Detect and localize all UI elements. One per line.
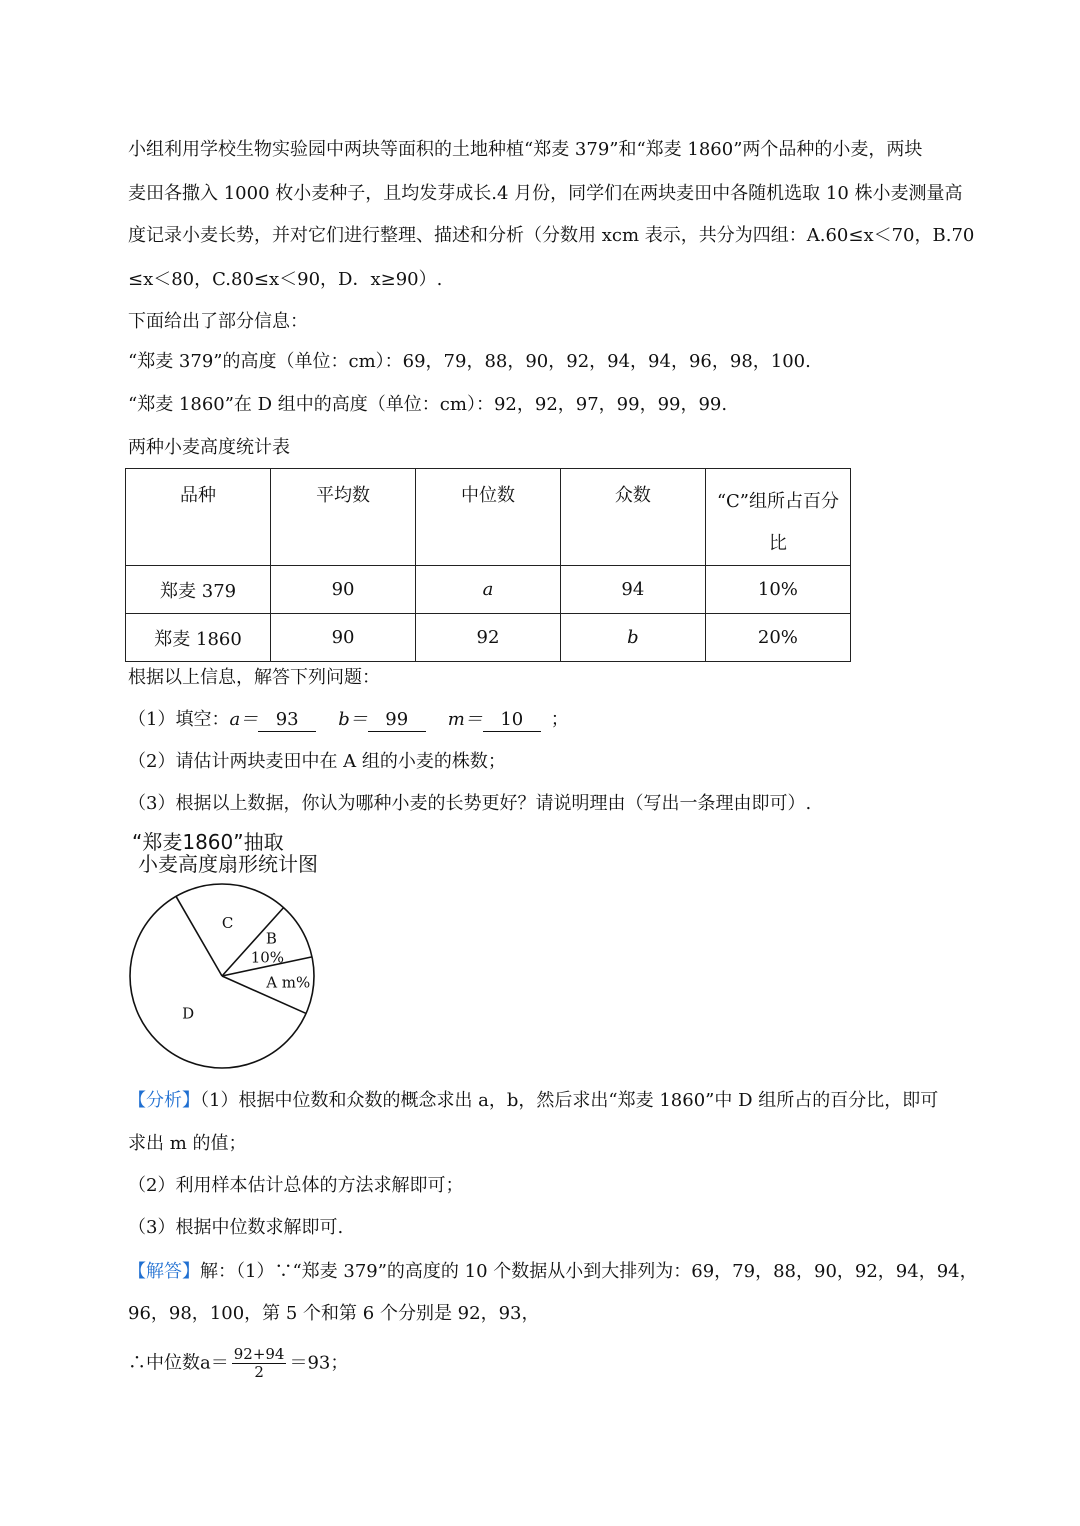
cell-median — [416, 566, 561, 614]
cell-mode-value: b — [627, 627, 639, 648]
median-equation — [128, 1346, 348, 1381]
pie-label-d: D — [182, 1004, 195, 1023]
table-row — [126, 566, 851, 614]
intro-line-3: 度记录小麦长势，并对它们进行整理、描述和分析（分数用 xcm 表示，共分为四组：A.60≤x＜70，B.70 — [128, 225, 975, 246]
cell-mean: 90 — [271, 566, 416, 614]
info-header: 下面给出了部分信息： — [128, 311, 308, 332]
pie-slice-d — [182, 1005, 194, 1023]
header-c-percent — [705, 469, 850, 566]
q1-a-label: a＝ — [229, 709, 259, 730]
cell-c-percent: 10% — [705, 566, 850, 614]
analysis-line-1 — [128, 1089, 938, 1113]
header-c-percent-line1: “C”组所占百分 — [716, 491, 839, 512]
pie-slice-a — [265, 974, 310, 992]
q1-m-answer: 10 — [483, 709, 541, 732]
header-variety: 品种 — [126, 469, 271, 566]
analysis-line-3: （2）利用样本估计总体的方法求解即可； — [128, 1175, 464, 1196]
pie-slice-c — [222, 914, 233, 932]
question-3: （3）根据以上数据，你认为哪种小麦的长势更好？请说明理由（写出一条理由即可）. — [128, 793, 812, 814]
header-median: 中位数 — [416, 469, 561, 566]
q1-m-label: m＝ — [447, 709, 483, 730]
pie-label-a: A m% — [266, 973, 311, 992]
cell-variety: 郑麦 1860 — [126, 614, 271, 662]
table-row — [126, 614, 851, 662]
analysis-line-2: 求出 m 的值； — [128, 1133, 247, 1154]
header-mode: 众数 — [560, 469, 705, 566]
cell-mode — [560, 614, 705, 662]
question-2: （2）请估计两块麦田中在 A 组的小麦的株数； — [128, 751, 506, 772]
analysis-tag: 【分析】 — [128, 1090, 200, 1111]
pie-label-c: C — [221, 913, 234, 932]
cell-mode: 94 — [560, 566, 705, 614]
median-fraction — [232, 1346, 287, 1381]
cell-c-percent: 20% — [705, 614, 850, 662]
cell-variety: 郑麦 379 — [126, 566, 271, 614]
header-mean: 平均数 — [271, 469, 416, 566]
q1-prefix: （1）填空： — [128, 709, 230, 730]
solution-text-1: 解：（1）∵“郑麦 379”的高度的 10 个数据从小到大排列为：69，79，88，90，92，94，94， — [200, 1261, 978, 1282]
intro-line-4: ≤x＜80，C.80≤x＜90，D．x≥90）. — [128, 269, 443, 290]
header-c-percent-line2: 比 — [768, 533, 787, 554]
q1-a-answer: 93 — [258, 709, 316, 732]
table-header-row — [126, 469, 851, 566]
fraction-numerator: 92+94 — [233, 1345, 285, 1363]
questions-lead: 根据以上信息，解答下列问题： — [128, 667, 380, 688]
analysis-text-1: （1）根据中位数和众数的概念求出 a，b，然后求出“郑麦 1860”中 D 组所占的百分比，即可 — [200, 1090, 939, 1111]
solution-line-1 — [128, 1260, 978, 1284]
median-prefix: ∴中位数a＝ — [128, 1352, 229, 1374]
cell-median-value: a — [482, 579, 494, 600]
intro-line-1: 小组利用学校生物实验园中两块等面积的土地种植“郑麦 379”和“郑麦 1860”两个品种的小麦，两块 — [128, 139, 923, 160]
pie-title-line-2: 小麦高度扇形统计图 — [138, 852, 318, 876]
data-zhengmai-1860: “郑麦 1860”在 D 组中的高度（单位：cm）：92，92，97，99，99，99. — [128, 394, 728, 415]
solution-line-2: 96，98，100，第 5 个和第 6 个分别是 92，93， — [128, 1303, 540, 1324]
pie-chart — [110, 868, 340, 1088]
cell-median: 92 — [416, 614, 561, 662]
cell-mean: 90 — [271, 614, 416, 662]
q1-suffix: ； — [550, 709, 569, 730]
pie-title-line-1: “郑麦1860”抽取 — [132, 830, 284, 854]
q1-b-answer: 99 — [368, 709, 426, 732]
question-1 — [128, 708, 569, 732]
analysis-line-4: （3）根据中位数求解即可. — [128, 1217, 344, 1238]
pie-label-b: B 10% — [250, 929, 285, 967]
table-caption: 两种小麦高度统计表 — [128, 437, 290, 458]
median-suffix: ＝93； — [289, 1352, 349, 1374]
data-zhengmai-379: “郑麦 379”的高度（单位：cm）：69，79，88，90，92，94，94，96，98，100. — [128, 351, 811, 372]
q1-b-label: b＝ — [338, 709, 368, 730]
fraction-denominator: 2 — [254, 1363, 264, 1381]
stats-table — [125, 468, 851, 662]
solution-tag: 【解答】 — [128, 1261, 200, 1282]
intro-line-2: 麦田各撒入 1000 枚小麦种子，且均发芽成长.4 月份，同学们在两块麦田中各随机选取 10 株小麦测量高 — [128, 183, 963, 204]
